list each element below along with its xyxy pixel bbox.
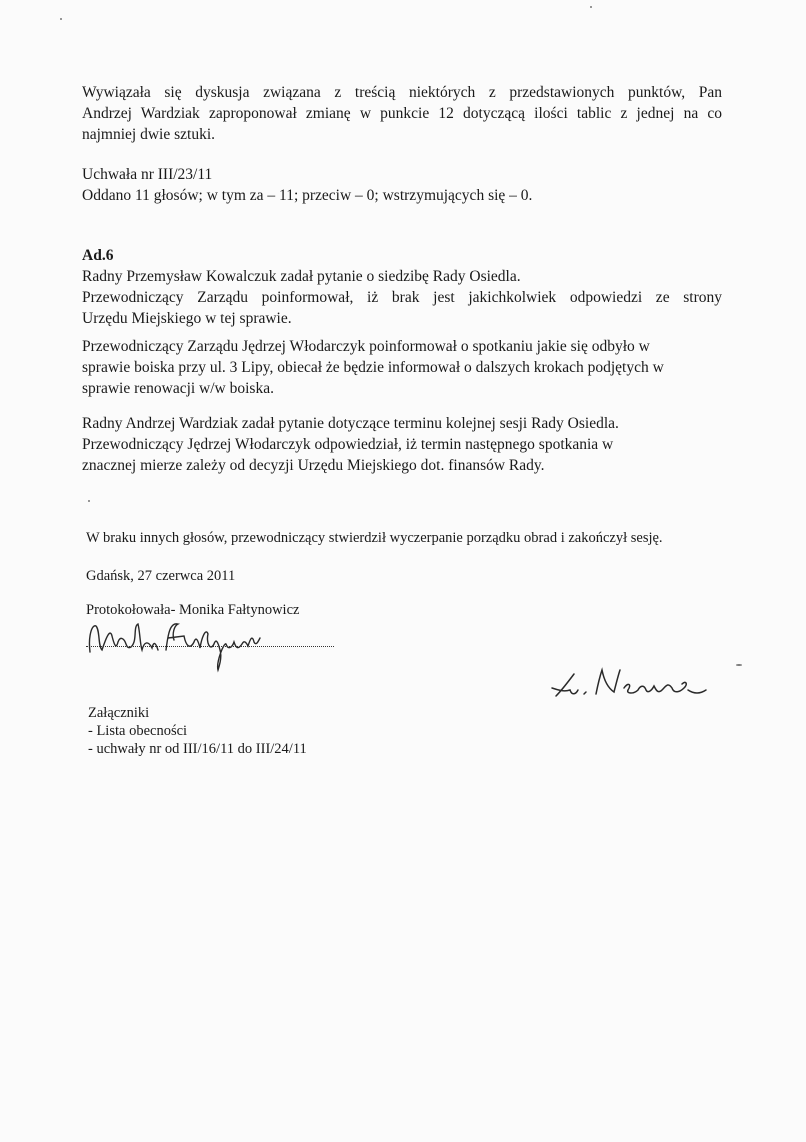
attachment-item: - uchwały nr od III/16/11 do III/24/11 [88,741,307,757]
place-date-text: Gdańsk, 27 czerwca 2011 [86,568,236,584]
scan-mark [736,664,742,666]
ad6-p2-line-2: sprawie boiska przy ul. 3 Lipy, obiecał że będzie informował o dalszych krokach podjętych w [82,359,664,376]
ad6-p3-line-1: Radny Andrzej Wardziak zadał pytanie dotyczące terminu kolejnej sesji Rady Osiedla. [82,415,619,432]
discussion-line-2: Andrzej Wardziak zaproponował zmianę w punkcie 12 dotyczącą ilości tablic z jednej na co [82,105,722,122]
place-date [86,566,726,587]
resolution-vote [82,164,722,206]
recorder-signature-image [86,612,336,674]
discussion-line-3: najmniej dwie sztuki. [82,126,216,143]
agenda-item-6 [82,245,722,329]
ad6-p3-line-2: Przewodniczący Jędrzej Włodarczyk odpowiedział, iż termin następnego spotkania w [82,436,614,453]
ad6-p1-line-3: Urzędu Miejskiego w tej sprawie. [82,310,292,327]
resolution-number: Uchwała nr III/23/11 [82,166,213,183]
signature-dotted-line [86,646,334,647]
discussion-line-1: Wywiązała się dyskusja związana z treścią niektórych z przedstawionych punktów, Pan [82,84,722,101]
ad6-p3-line-3: znacznej mierze zależy od decyzji Urzędu Miejskiego dot. finansów Rady. [82,457,545,474]
attachments [88,704,728,758]
chairman-signature [548,660,718,706]
scan-speck [88,500,90,502]
attachment-item: - Lista obecności [88,723,188,739]
ad6-paragraph-2 [82,336,722,399]
vote-result: Oddano 11 głosów; w tym za – 11; przeciw – 0; wstrzymujących się – 0. [82,187,533,204]
agenda-item-heading: Ad.6 [82,247,114,264]
ad6-p1-line-1: Radny Przemysław Kowalczuk zadał pytanie o siedzibę Rady Osiedla. [82,268,521,285]
scan-speck [590,6,592,8]
ad6-p2-line-3: sprawie renowacji w/w boiska. [82,380,274,397]
ad6-p1-line-2: Przewodniczący Zarządu poinformował, iż brak jest jakichkolwiek odpowiedzi ze strony [82,289,722,306]
ad6-p2-line-1: Przewodniczący Zarządu Jędrzej Włodarczyk poinformował o spotkaniu jakie się odbyło w [82,338,650,355]
scan-speck [60,18,62,20]
discussion-paragraph [82,82,722,145]
closing-statement [86,528,726,549]
recorder-text: Protokołowała- Monika Fałtynowicz [86,602,300,618]
closing-text: W braku innych głosów, przewodniczący stwierdził wyczerpanie porządku obrad i zakończył sesję. [86,530,663,546]
ad6-paragraph-3 [82,413,722,476]
attachments-title: Załączniki [88,705,150,721]
